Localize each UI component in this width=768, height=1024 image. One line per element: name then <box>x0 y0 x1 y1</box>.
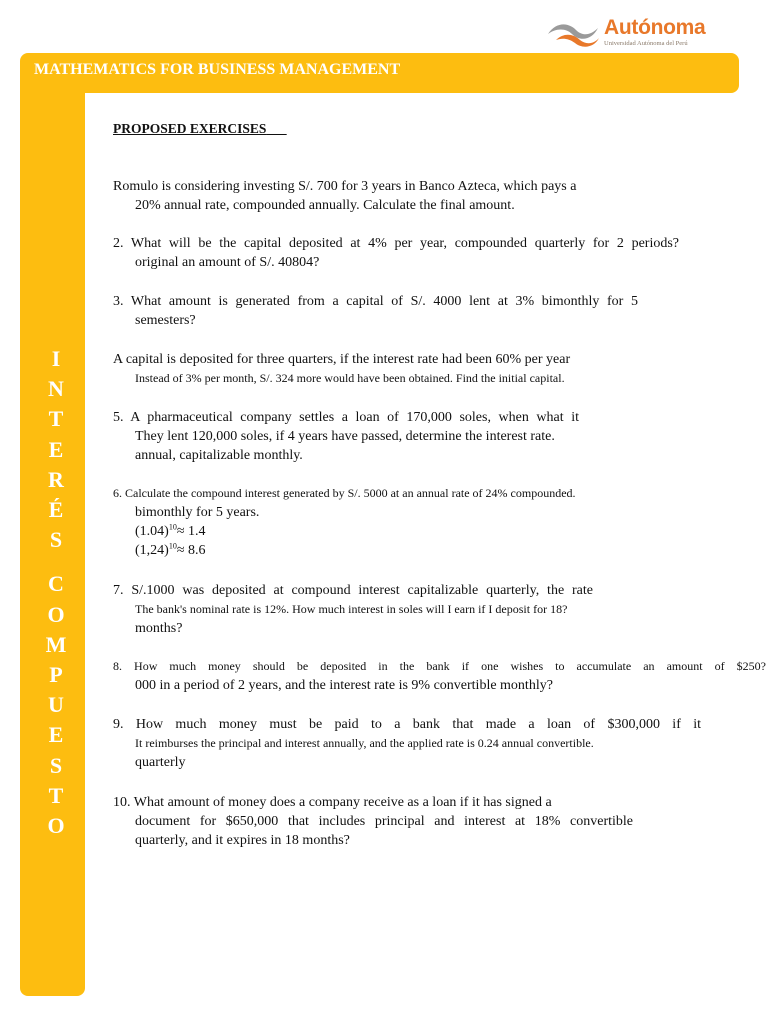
vertical-title-letter: T <box>48 406 64 432</box>
vertical-title-letter: O <box>47 813 65 839</box>
header-banner <box>20 53 739 93</box>
vertical-title-letter: P <box>49 662 63 688</box>
vertical-title-gap <box>20 555 92 569</box>
exercise-line: 8. How much money should be deposited in the bank if one wishes to accumulate an amount of $250? <box>113 659 766 673</box>
exercise-3 <box>113 292 768 330</box>
exercise-6 <box>113 484 768 560</box>
vertical-title-letter: O <box>47 601 65 627</box>
exercise-line: quarterly, and it expires in 18 months? <box>135 833 350 848</box>
exercise-line: They lent 120,000 soles, if 4 years have passed, determine the interest rate. <box>135 429 555 444</box>
vertical-title-letter: E <box>48 436 64 462</box>
vertical-title <box>20 344 92 841</box>
logo-name: Autónoma <box>604 16 706 39</box>
exercise-line: 6. Calculate the compound interest generated by S/. 5000 at an annual rate of 24% compounded. <box>113 486 576 500</box>
logo-mark-icon <box>546 18 600 48</box>
vertical-title-letter: I <box>51 346 61 371</box>
university-logo <box>546 16 716 50</box>
exercise-line: It reimburses the principal and interest annually, and the applied rate is 0.24 annual convertible. <box>135 736 594 750</box>
exercise-7 <box>113 581 768 638</box>
exercise-8 <box>113 657 768 695</box>
exercise-line: months? <box>135 621 183 636</box>
exercise-line: 20% annual rate, compounded annually. Calculate the final amount. <box>135 198 515 213</box>
exercise-line: 5. A pharmaceutical company settles a loan of 170,000 soles, when what it <box>113 410 579 425</box>
vertical-title-letter: E <box>48 722 64 748</box>
course-title: MATHEMATICS FOR BUSINESS MANAGEMENT <box>34 61 401 78</box>
formula-1: $(1.04)^{10}\approx 1.4$ <box>135 522 206 539</box>
vertical-title-letter: R <box>48 466 64 492</box>
exercise-line: A capital is deposited for three quarters, if the interest rate had been 60% per year <box>113 352 571 367</box>
exercise-line: semesters? <box>135 313 196 328</box>
exercise-line: 10. What amount of money does a company receive as a loan if it has signed a <box>113 795 552 810</box>
exercise-line: document for $650,000 that includes principal and interest at 18% convertible <box>135 814 633 829</box>
exercise-line: 9. How much money must be paid to a bank that made a loan of $300,000 if it <box>113 717 701 732</box>
vertical-title-letter: S <box>49 752 63 778</box>
exercise-line: 3. What amount is generated from a capital of S/. 4000 lent at 3% bimonthly for 5 <box>113 294 638 309</box>
exercise-line: quarterly <box>135 755 186 770</box>
exercise-5 <box>113 408 768 465</box>
exercise-line: bimonthly for 5 years. <box>135 505 260 520</box>
exercise-1 <box>113 177 768 215</box>
vertical-title-letter: M <box>45 631 67 657</box>
logo-subtitle: Universidad Autónoma del Perú <box>604 40 688 47</box>
exercise-line: original an amount of S/. 40804? <box>135 255 320 270</box>
exercise-9 <box>113 715 768 772</box>
vertical-title-letter: É <box>48 497 64 523</box>
exercise-line: annual, capitalizable monthly. <box>135 448 303 463</box>
exercise-line: Instead of 3% per month, S/. 324 more would have been obtained. Find the initial capital. <box>135 371 565 385</box>
vertical-title-letter: U <box>48 692 64 718</box>
exercise-line: 000 in a period of 2 years, and the interest rate is 9% convertible monthly? <box>135 678 553 693</box>
exercise-line: 2. What will be the capital deposited at 4% per year, compounded quarterly for 2 periods? <box>113 236 679 251</box>
vertical-title-letter: C <box>48 571 64 597</box>
exercise-2 <box>113 234 768 272</box>
exercise-line: Romulo is considering investing S/. 700 for 3 years in Banco Azteca, which pays a <box>113 179 577 194</box>
section-heading: PROPOSED EXERCISES <box>113 121 267 136</box>
exercise-10 <box>113 793 768 850</box>
vertical-title-letter: S <box>49 527 63 553</box>
exercise-4 <box>113 350 768 388</box>
vertical-title-letter: T <box>48 782 64 808</box>
exercise-line: The bank's nominal rate is 12%. How much interest in soles will I earn if I deposit for 18? <box>135 602 568 616</box>
formula-2: $(1,24)^{10}\approx 8.6$ <box>135 541 206 558</box>
vertical-title-letter: N <box>48 376 64 402</box>
exercise-line: 7. S/.1000 was deposited at compound interest capitalizable quarterly, the rate <box>113 583 593 598</box>
